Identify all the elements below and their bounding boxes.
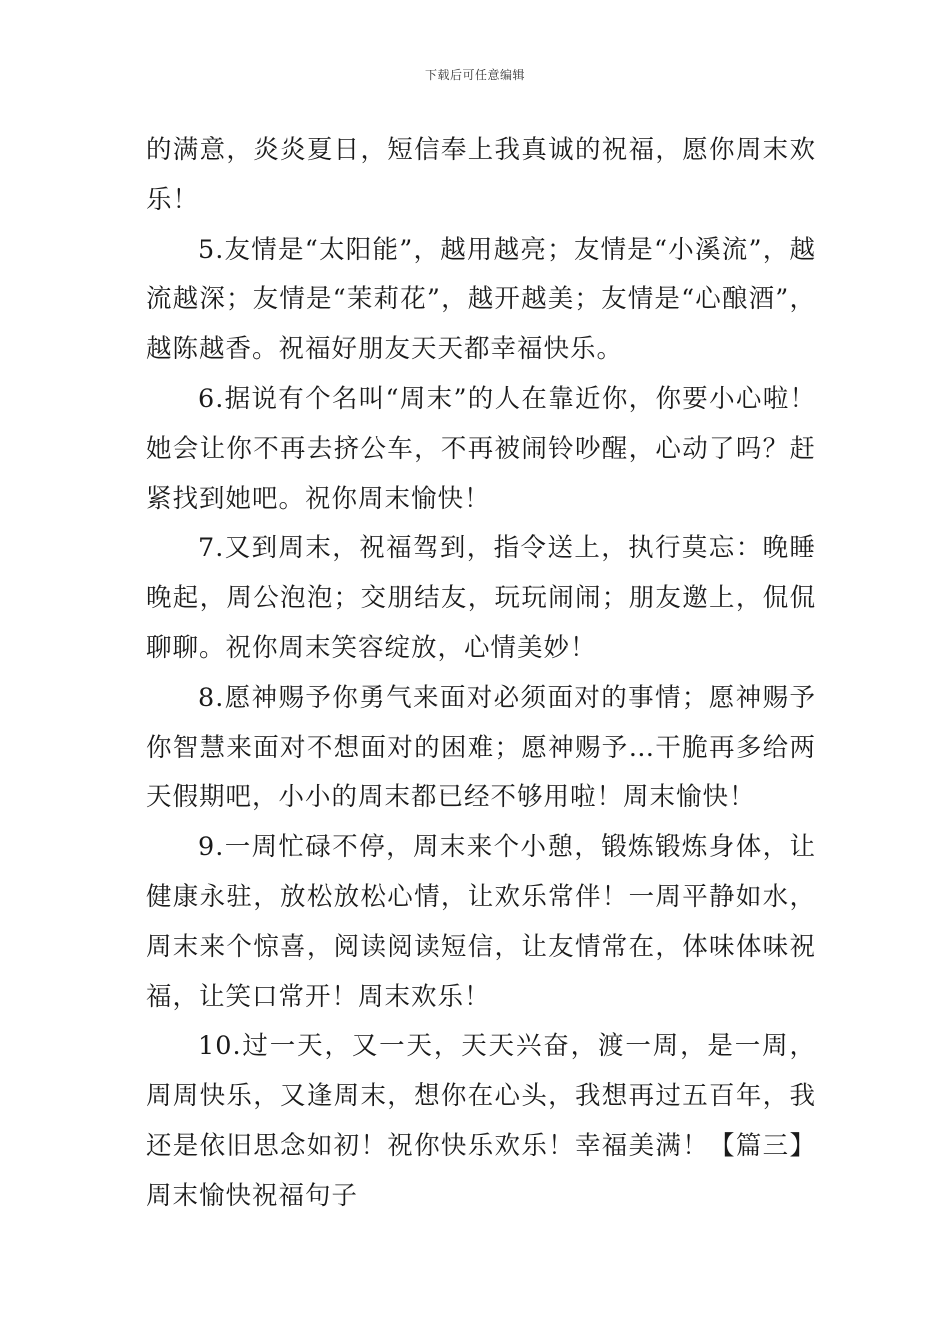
paragraph-item-8: 8.愿神赐予你勇气来面对必须面对的事情；愿神赐予你智慧来面对不想面对的困难；愿神赐予…干脆再多给两天假期吧，小小的周末都已经不够用啦！周末愉快！ xyxy=(146,682,816,813)
page-header: 下载后可任意编辑 xyxy=(424,68,525,82)
paragraph-item-5: 5.友情是“太阳能”，越用越亮；友情是“小溪流”，越流越深；友情是“茉莉花”，越开越美；友情是“心酿酒”，越陈越香。祝福好朋友天天都幸福快乐。 xyxy=(146,234,816,365)
paragraph-item-10: 10.过一天，又一天，天天兴奋，渡一周，是一周，周周快乐，又逢周末，想你在心头，我想再过五百年，我还是依旧思念如初！祝你快乐欢乐！幸福美满！【篇三】周末愉快祝福句子 xyxy=(146,1031,816,1211)
paragraph-continuation: 的满意，炎炎夏日，短信奉上我真诚的祝福，愿你周末欢乐！ xyxy=(146,135,816,215)
paragraph-item-7: 7.又到周末，祝福驾到，指令送上，执行莫忘：晚睡晚起，周公泡泡；交朋结友，玩玩闹闹；朋友邀上，侃侃聊聊。祝你周末笑容绽放，心情美妙！ xyxy=(146,533,816,663)
paragraph-item-9: 9.一周忙碌不停，周末来个小憩，锻炼锻炼身体，让健康永驻，放松放松心情，让欢乐常伴！一周平静如水，周末来个惊喜，阅读阅读短信，让友情常在，体味体味祝福，让笑口常开！周末欢乐！ xyxy=(146,832,816,1012)
paragraph-item-6: 6.据说有个名叫“周末”的人在靠近你，你要小心啦！她会让你不再去挤公车，不再被闹铃吵醒，心动了吗？赶紧找到她吧。祝你周末愉快！ xyxy=(146,383,816,514)
document-body xyxy=(146,126,816,1222)
